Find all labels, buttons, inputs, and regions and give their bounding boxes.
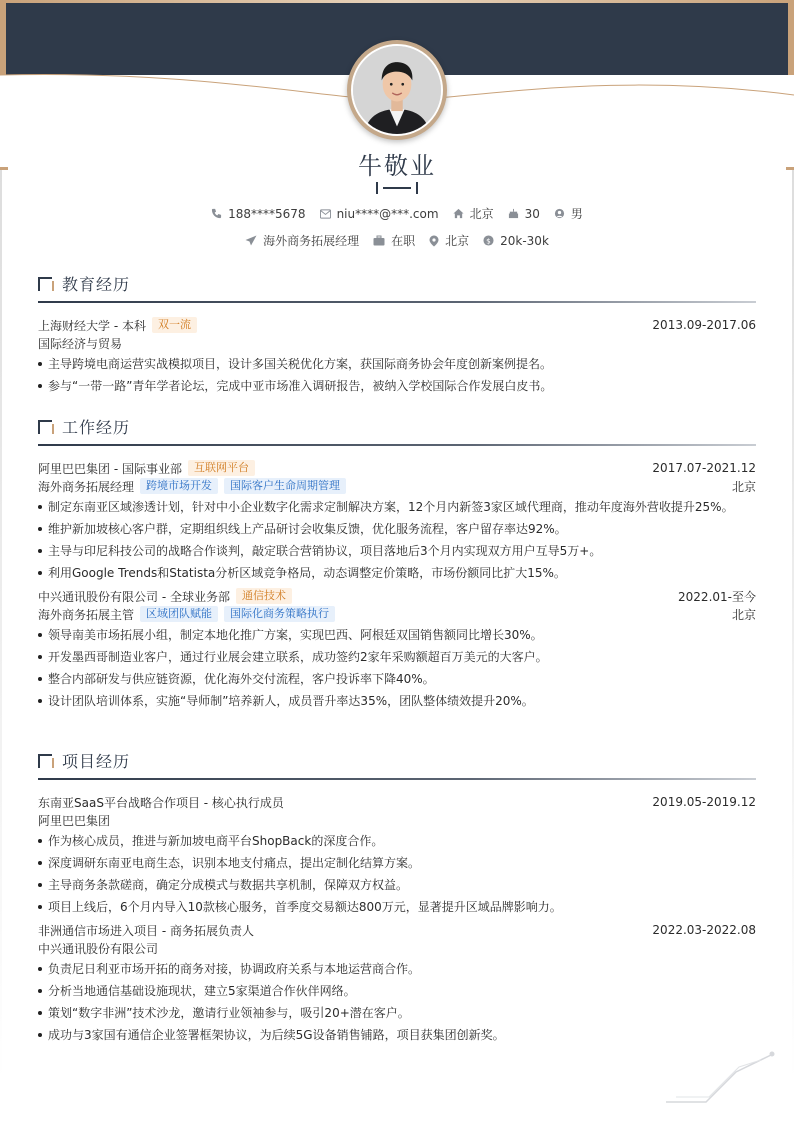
job-bullets xyxy=(38,627,756,709)
section-heading-icon xyxy=(38,275,56,291)
position-text: 海外商务拓展经理 xyxy=(263,234,360,248)
section-heading-icon xyxy=(38,418,56,434)
phone-icon xyxy=(211,208,222,219)
candidate-name: 牛敬业 xyxy=(358,152,436,180)
skill-tag: 跨境市场开发 xyxy=(140,478,218,494)
job-bullets xyxy=(38,499,756,581)
send-icon xyxy=(245,235,257,246)
section-divider xyxy=(38,444,756,447)
list-item: 成功与3家国有通信企业签署框架协议，为后续5G设备销售铺路，项目获集团创新奖。 xyxy=(38,1027,756,1043)
city-text: 北京 xyxy=(445,234,470,248)
project-name: 非洲通信市场进入项目 - 商务拓展负责人 xyxy=(38,923,254,938)
skill-tag: 区域团队赋能 xyxy=(140,606,218,622)
project-name: 东南亚SaaS平台战略合作项目 - 核心执行成员 xyxy=(38,795,284,810)
list-item: 主导与印尼科技公司的战略合作谈判，敲定联合营销协议，项目落地后3个月内实现双方用户互导5万+。 xyxy=(38,543,756,559)
hometown-text: 北京 xyxy=(469,207,494,221)
contact-info-row xyxy=(0,205,794,222)
cake-icon xyxy=(508,208,519,219)
education-heading xyxy=(38,272,756,294)
job-role-row xyxy=(38,477,756,495)
school-name: 上海财经大学 - 本科 xyxy=(38,318,146,333)
list-item: 策划“数字非洲”技术沙龙，邀请行业领袖参与，吸引20+潜在客户。 xyxy=(38,1005,756,1021)
project-entry xyxy=(38,921,756,1043)
job-role: 海外商务拓展主管 xyxy=(38,607,135,622)
job-city: 北京 xyxy=(731,479,756,494)
education-section xyxy=(38,272,756,400)
list-item: 开发墨西哥制造业客户，通过行业展会建立联系，成功签约2家年采购额超百万美元的大客户。 xyxy=(38,649,756,665)
project-org: 阿里巴巴集团 xyxy=(38,813,111,828)
job-date: 2017.07-2021.12 xyxy=(652,461,756,475)
list-item: 分析当地通信基础设施现状，建立5家渠道合作伙伴网络。 xyxy=(38,983,756,999)
project-org-row xyxy=(38,939,756,957)
project-date: 2022.03-2022.08 xyxy=(652,923,756,937)
job-entry xyxy=(38,459,756,581)
work-section xyxy=(38,415,756,715)
skill-tag: 国际化商务策略执行 xyxy=(224,606,335,622)
list-item: 利用Google Trends和Statista分析区域竞争格局，动态调整定价策略，市场份额同比扩大15%。 xyxy=(38,565,756,581)
salary-text: 20k-30k xyxy=(500,233,549,248)
job-head xyxy=(38,459,756,477)
job-role: 海外商务拓展经理 xyxy=(38,479,135,494)
list-item: 整合内部研发与供应链资源，优化海外交付流程，客户投诉率下降40%。 xyxy=(38,671,756,687)
job-date: 2022.01-至今 xyxy=(678,589,756,604)
job-city: 北京 xyxy=(731,607,756,622)
email-text: niu****@***.com xyxy=(336,206,439,221)
list-item: 参与“一带一路”青年学者论坛，完成中亚市场准入调研报告，被纳入学校国际合作发展白皮书。 xyxy=(38,378,756,394)
avatar xyxy=(351,44,443,136)
project-section xyxy=(38,749,756,1049)
section-heading-icon xyxy=(38,752,56,768)
project-head xyxy=(38,793,756,811)
avatar-frame xyxy=(347,40,447,140)
education-major-row xyxy=(38,334,756,352)
location-pin-icon xyxy=(429,235,439,247)
project-bullets xyxy=(38,961,756,1043)
skill-tag: 国际客户生命周期管理 xyxy=(224,478,346,494)
project-org: 中兴通讯股份有限公司 xyxy=(38,941,159,956)
job-head xyxy=(38,587,756,605)
avatar-photo xyxy=(353,46,441,134)
industry-tag: 通信技术 xyxy=(236,588,292,604)
project-date: 2019.05-2019.12 xyxy=(652,795,756,809)
education-major: 国际经济与贸易 xyxy=(38,336,123,351)
job-entry xyxy=(38,587,756,709)
section-divider xyxy=(38,778,756,781)
list-item: 领导南美市场拓展小组，制定本地化推广方案，实现巴西、阿根廷双国销售额同比增长30%。 xyxy=(38,627,756,643)
job-intent-row xyxy=(0,232,794,249)
list-item: 主导商务条款磋商，确定分成模式与数据共享机制，保障双方权益。 xyxy=(38,877,756,893)
info-position xyxy=(245,232,359,249)
info-home xyxy=(453,205,494,222)
list-item: 主导跨境电商运营实战模拟项目，设计多国关税优化方案，获国际商务协会年度创新案例提名。 xyxy=(38,356,756,372)
project-head xyxy=(38,921,756,939)
mail-icon xyxy=(320,209,331,219)
work-title: 工作经历 xyxy=(62,417,131,437)
company-name: 阿里巴巴集团 - 国际事业部 xyxy=(38,461,182,476)
company-name: 中兴通讯股份有限公司 - 全球业务部 xyxy=(38,589,230,604)
info-city xyxy=(429,232,469,249)
left-border-line xyxy=(0,170,2,1082)
project-entry xyxy=(38,793,756,915)
name-underline-decoration xyxy=(374,182,420,194)
info-salary xyxy=(483,234,549,248)
industry-tag: 互联网平台 xyxy=(188,460,255,476)
school-tag: 双一流 xyxy=(152,317,197,333)
gender-text: 男 xyxy=(570,207,583,221)
project-bullets xyxy=(38,833,756,915)
corner-line-decoration xyxy=(661,1050,776,1105)
list-item: 设计团队培训体系，实施“导师制”培养新人，成员晋升率达35%，团队整体绩效提升20%。 xyxy=(38,693,756,709)
phone-text: 188****5678 xyxy=(228,206,306,221)
salary-icon xyxy=(483,235,494,246)
status-text: 在职 xyxy=(391,234,416,248)
project-heading xyxy=(38,749,756,771)
info-age xyxy=(508,207,540,221)
education-entry-head xyxy=(38,316,756,334)
info-phone xyxy=(211,207,305,221)
list-item: 制定东南亚区域渗透计划，针对中小企业数字化需求定制解决方案，12个月内新签3家区域代理商，推动年度海外营收提升25%。 xyxy=(38,499,756,515)
list-item: 负责尼日利亚市场开拓的商务对接，协调政府关系与本地运营商合作。 xyxy=(38,961,756,977)
svg-text:$: $ xyxy=(486,236,491,246)
briefcase-icon xyxy=(373,235,385,246)
home-icon xyxy=(453,208,464,219)
education-bullets xyxy=(38,356,756,394)
education-date: 2013.09-2017.06 xyxy=(652,318,756,332)
work-heading xyxy=(38,415,756,437)
list-item: 深度调研东南亚电商生态，识别本地支付痛点，提出定制化结算方案。 xyxy=(38,855,756,871)
project-org-row xyxy=(38,811,756,829)
list-item: 项目上线后，6个月内导入10款核心服务，首季度交易额达800万元，显著提升区域品牌影响力。 xyxy=(38,899,756,915)
info-gender xyxy=(554,205,583,222)
gender-icon xyxy=(554,208,565,219)
info-status xyxy=(373,232,415,249)
age-text: 30 xyxy=(524,206,540,221)
job-role-row xyxy=(38,605,756,623)
list-item: 作为核心成员，推进与新加坡电商平台ShopBack的深度合作。 xyxy=(38,833,756,849)
section-divider xyxy=(38,301,756,304)
list-item: 维护新加坡核心客户群，定期组织线上产品研讨会收集反馈，优化服务流程，客户留存率达92%。 xyxy=(38,521,756,537)
education-title: 教育经历 xyxy=(62,274,131,294)
project-title: 项目经历 xyxy=(62,751,131,771)
info-email xyxy=(320,207,439,221)
